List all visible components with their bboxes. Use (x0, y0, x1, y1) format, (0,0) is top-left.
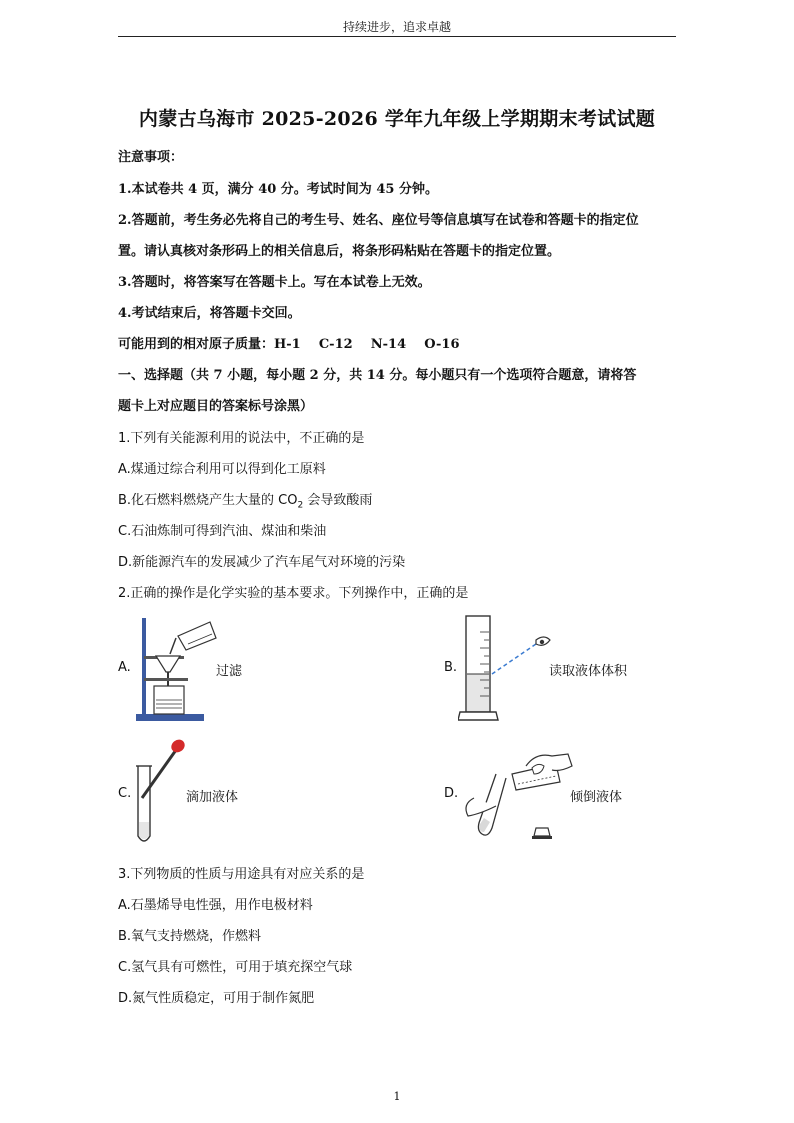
q3-option-d: D.氮气性质稳定，可用于制作氮肥 (118, 991, 315, 1006)
page-title: 内蒙古乌海市 2025-2026 学年九年级上学期期末考试试题 (138, 108, 656, 130)
q2-option-d-text: 倾倒液体 (570, 790, 623, 805)
graduated-cylinder-figure (458, 612, 558, 724)
header-divider (118, 36, 676, 37)
q2-option-d-letter: D. (444, 786, 459, 801)
q1-option-b-pre: B.化石燃料燃烧产生大量的 CO (118, 493, 298, 508)
q1-option-a: A.煤通过综合利用可以得到化工原料 (118, 462, 326, 477)
q3-option-b: B.氧气支持燃烧，作燃料 (118, 929, 262, 944)
q3-stem: 3.下列物质的性质与用途具有对应关系的是 (118, 867, 365, 882)
q1-option-c: C.石油炼制可得到汽油、煤油和柴油 (118, 524, 327, 539)
q1-option-b-post: 会导致酸雨 (303, 493, 373, 508)
q2-option-a-text: 过滤 (216, 664, 243, 679)
notice-item-2: 2.答题前，考生务必先将自己的考生号、姓名、座位号等信息填写在试卷和答题卡的指定位 (118, 213, 639, 228)
q1-stem: 1.下列有关能源利用的说法中，不正确的是 (118, 431, 365, 446)
q2-option-b-letter: B. (444, 660, 458, 675)
notice-item-2-cont: 置。请认真核对条形码上的相关信息后，将条形码粘贴在答题卡的指定位置。 (118, 244, 561, 259)
q2-option-b-text: 读取液体体积 (549, 664, 628, 679)
q3-option-c: C.氢气具有可燃性，可用于填充探空气球 (118, 960, 353, 975)
notice-item-1: 1.本试卷共 4 页，满分 40 分。考试时间为 45 分钟。 (118, 182, 438, 197)
notice-heading: 注意事项： (118, 150, 184, 165)
section-heading: 一、选择题（共 7 小题，每小题 2 分，共 14 分。每小题只有一个选项符合题意，请将答 (118, 368, 637, 383)
q1-option-b (118, 489, 372, 511)
q1-option-d: D.新能源汽车的发展减少了汽车尾气对环境的污染 (118, 555, 406, 570)
q2-stem: 2.正确的操作是化学实验的基本要求。下列操作中，正确的是 (118, 586, 469, 601)
q2-option-c-text: 滴加液体 (186, 790, 239, 805)
page-header: 持续进步，追求卓越 (342, 20, 451, 34)
pouring-liquid-figure (456, 744, 576, 844)
section-heading-cont: 题卡上对应题目的答案标号涂黑） (118, 399, 314, 414)
page-number: 1 (393, 1090, 401, 1103)
filtration-apparatus-figure (132, 612, 222, 724)
q3-option-a: A.石墨烯导电性强，用作电极材料 (118, 898, 313, 913)
notice-item-3: 3.答题时，将答案写在答题卡上。写在本试卷上无效。 (118, 275, 431, 290)
q1-option-b-sub: 2 (297, 500, 304, 511)
q2-option-a-letter: A. (118, 660, 131, 675)
notice-item-4: 4.考试结束后，将答题卡交回。 (118, 306, 301, 321)
q2-option-c-letter: C. (118, 786, 132, 801)
dropper-into-tube-figure (130, 736, 190, 848)
atomic-mass-line: 可能用到的相对原子质量：H-1 C-12 N-14 O-16 (118, 337, 460, 352)
